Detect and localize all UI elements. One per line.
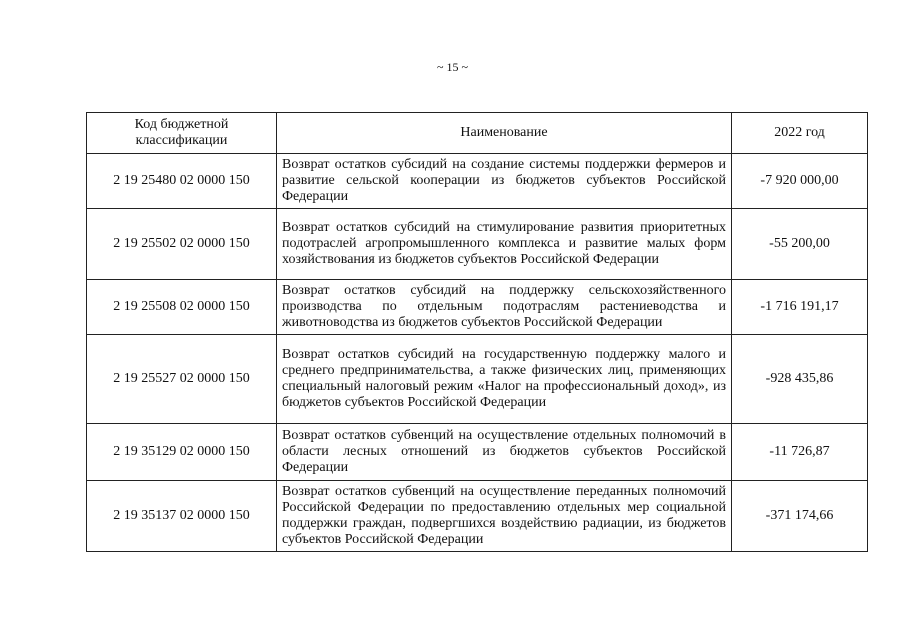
row-code: 2 19 25502 02 0000 150 <box>87 209 277 280</box>
row-amount: -1 716 191,17 <box>732 280 868 335</box>
table-row <box>87 209 868 280</box>
table-header-row <box>87 113 868 154</box>
row-amount: -7 920 000,00 <box>732 154 868 209</box>
table-row <box>87 335 868 424</box>
table-row <box>87 280 868 335</box>
row-amount: -371 174,66 <box>732 481 868 552</box>
header-code: Код бюджетной классификации <box>87 113 277 154</box>
row-name: Возврат остатков субсидий на государственную поддержку малого и среднего предпринимательства, а также физических лиц, применяющих специальный налоговый режим «Налог на профессиональный доход», из бюджетов субъектов Российской Федерации <box>277 335 732 424</box>
table-row <box>87 424 868 481</box>
row-name: Возврат остатков субвенций на осуществление переданных полномочий Российской Федерации по предоставлению отдельных мер социальной поддержки граждан, подвергшихся воздействию радиации, из бюджетов субъектов Российской Федерации <box>277 481 732 552</box>
row-code: 2 19 25508 02 0000 150 <box>87 280 277 335</box>
row-name: Возврат остатков субсидий на поддержку сельскохозяйственного производства по отдельным подотраслям растениеводства и животноводства из бюджетов субъектов Российской Федерации <box>277 280 732 335</box>
row-code: 2 19 25527 02 0000 150 <box>87 335 277 424</box>
table-row <box>87 154 868 209</box>
header-name: Наименование <box>277 113 732 154</box>
row-code: 2 19 25480 02 0000 150 <box>87 154 277 209</box>
row-amount: -928 435,86 <box>732 335 868 424</box>
page-number: ~ 15 ~ <box>437 60 468 74</box>
row-code: 2 19 35137 02 0000 150 <box>87 481 277 552</box>
table-row <box>87 481 868 552</box>
budget-table <box>86 112 868 552</box>
row-name: Возврат остатков субвенций на осуществление отдельных полномочий в области лесных отношений из бюджетов субъектов Российской Федерации <box>277 424 732 481</box>
row-amount: -11 726,87 <box>732 424 868 481</box>
row-amount: -55 200,00 <box>732 209 868 280</box>
row-name: Возврат остатков субсидий на создание системы поддержки фермеров и развитие сельской кооперации из бюджетов субъектов Российской Федерации <box>277 154 732 209</box>
row-code: 2 19 35129 02 0000 150 <box>87 424 277 481</box>
header-year: 2022 год <box>732 113 868 154</box>
row-name: Возврат остатков субсидий на стимулирование развития приоритетных подотраслей агропромышленного комплекса и развитие малых форм хозяйствования из бюджетов субъектов Российской Федерации <box>277 209 732 280</box>
